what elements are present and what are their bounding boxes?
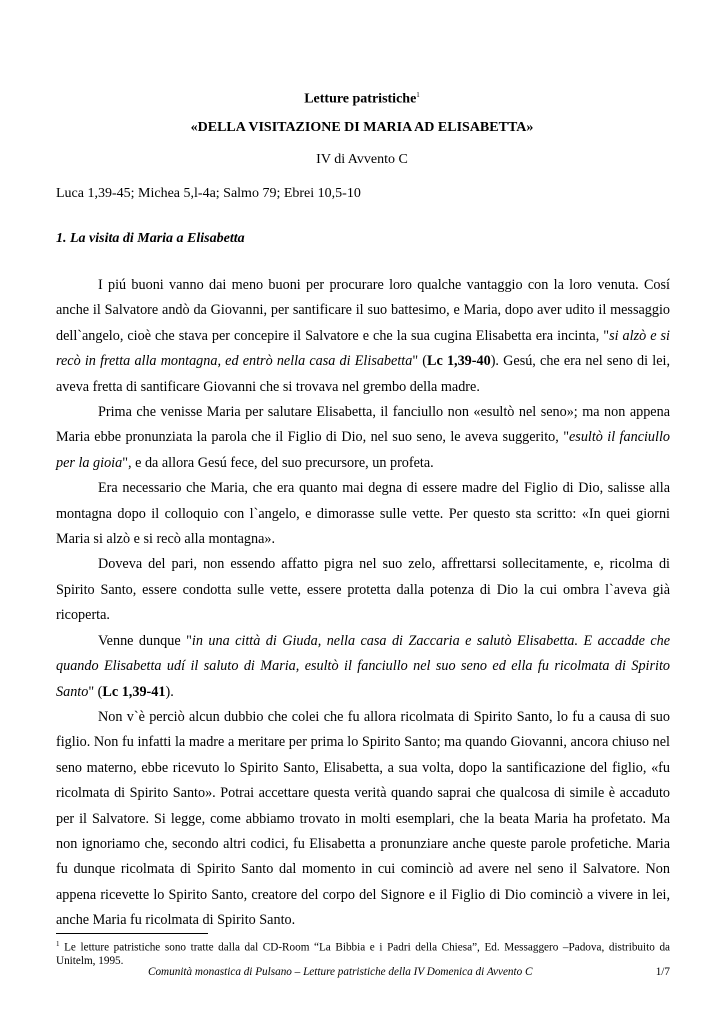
paragraph — [56, 400, 670, 476]
text-run: ). Gesú, che era nel seno di lei, aveva fretta di santificare Giovanni che si trovava nel grembo della madre. — [56, 353, 670, 395]
page-title — [56, 86, 668, 109]
scripture-reference: Lc 1,39-41 — [102, 683, 166, 700]
footnote-separator — [56, 933, 208, 934]
quotation: in una città di Giuda, nella casa di Zaccaria e salutò Elisabetta. E accadde che quando Elisabetta udí il saluto di Maria, esultò il fanciullo nel suo seno ed ella fu ricolmata di Spirito Santo — [56, 632, 671, 700]
footnote-number: 1 — [56, 940, 60, 948]
liturgical-occasion: IV di Avvento C — [316, 152, 408, 167]
section-heading: 1. La visita di Maria a Elisabetta — [56, 231, 245, 246]
quotation: esultò il fanciullo per la gioia — [56, 429, 670, 471]
body-text — [56, 273, 670, 934]
footer-text: Comunità monastica di Pulsano – Letture patristiche della IV Domenica di Avvento C — [148, 966, 533, 978]
scripture-readings: Luca 1,39-45; Michea 5,l-4a; Salmo 79; Ebrei 10,5-10 — [56, 186, 361, 201]
scripture-reference: Lc 1,39-40 — [427, 353, 491, 370]
text-run: ", e da allora Gesú fece, del suo precursore, un profeta. — [122, 454, 434, 471]
text-run: " ( — [412, 353, 428, 370]
paragraph — [56, 629, 670, 705]
page-number: 1/7 — [655, 966, 670, 978]
text-run: Venne dunque " — [98, 632, 192, 649]
text-run: ). — [165, 683, 174, 700]
text-run: I piú buoni vanno dai meno buoni per procurare loro qualche vantaggio con la loro venuta. Cosí anche il Salvatore andò da Giovanni, per santificare il suo battesimo, e Maria, dopo aver udito il messaggio dell`angelo, cioè che stava per concepire il Salvatore e che la sua cugina Elisabetta era incinta, " — [56, 277, 670, 344]
footnote — [56, 938, 670, 968]
quotation: si alzò e si recò in fretta alla montagna, ed entrò nella casa di Elisabetta — [56, 327, 671, 370]
title-text: Letture patristiche — [304, 91, 417, 107]
text-run: Prima che venisse Maria per salutare Elisabetta, il fanciullo non «esultò nel seno»; ma non appena Maria ebbe pronunziata la parola che il Figlio di Dio, nel suo seno, le aveva suggerito, " — [56, 404, 670, 446]
paragraph: Non v`è perciò alcun dubbio che colei che fu allora ricolmata di Spirito Santo, lo fu a causa di suo figlio. Non fu infatti la madre a meritare per prima lo Spirito Santo; ma quando Giovanni, ancora chiuso nel seno materno, ebbe ricevuto lo Spirito Santo, Elisabetta, a sua volta, dopo la santificazione del figlio, «fu ricolmata di Spirito Santo». Potrai accettare questa verità quando saprai che qualcosa di simile è accaduto per il Salvatore. Si legge, come abbiamo trovato in molti esemplari, che la beata Maria ha profetato. Ma non ignoriamo che, secondo altri codici, fu Elisabetta a pronunziare anche queste parole profetiche. Maria fu dunque ricolmata di Spirito Santo dal momento in cui cominciò ad avere nel seno il Salvatore. Non appena ricevette lo Spirito Santo, creatore del corpo del Signore e il Figlio di Dio cominciò a vivere in lei, anche Maria fu ricolmata di Spirito Santo. — [56, 708, 670, 929]
paragraph — [56, 273, 670, 400]
footnote-marker: 1 — [416, 91, 420, 99]
page-subtitle: «DELLA VISITAZIONE DI MARIA AD ELISABETTA» — [190, 120, 534, 135]
text-run: " ( — [88, 683, 103, 700]
footnote-text: Le letture patristiche sono tratte dalla dal CD-Room “La Bibbia e i Padri della Chiesa”, Ed. Messaggero –Padova, distribuito da Unitelm, 1995. — [56, 941, 670, 967]
paragraph: Era necessario che Maria, che era quanto mai degna di essere madre del Figlio di Dio, salisse alla montagna dopo il colloquio con l`angelo, e dimorasse sulle vette. Per questo sta scritto: «In quei giorni Maria si alzò e si recò alla montagna». — [56, 480, 670, 548]
paragraph: Doveva del pari, non essendo affatto pigra nel suo zelo, affrettarsi sollecitamente, e, ricolma di Spirito Santo, essere condotta sulle vette, essere protetta dalla potenza di Dio la cui ombra l`aveva già ricoperta. — [56, 556, 670, 624]
